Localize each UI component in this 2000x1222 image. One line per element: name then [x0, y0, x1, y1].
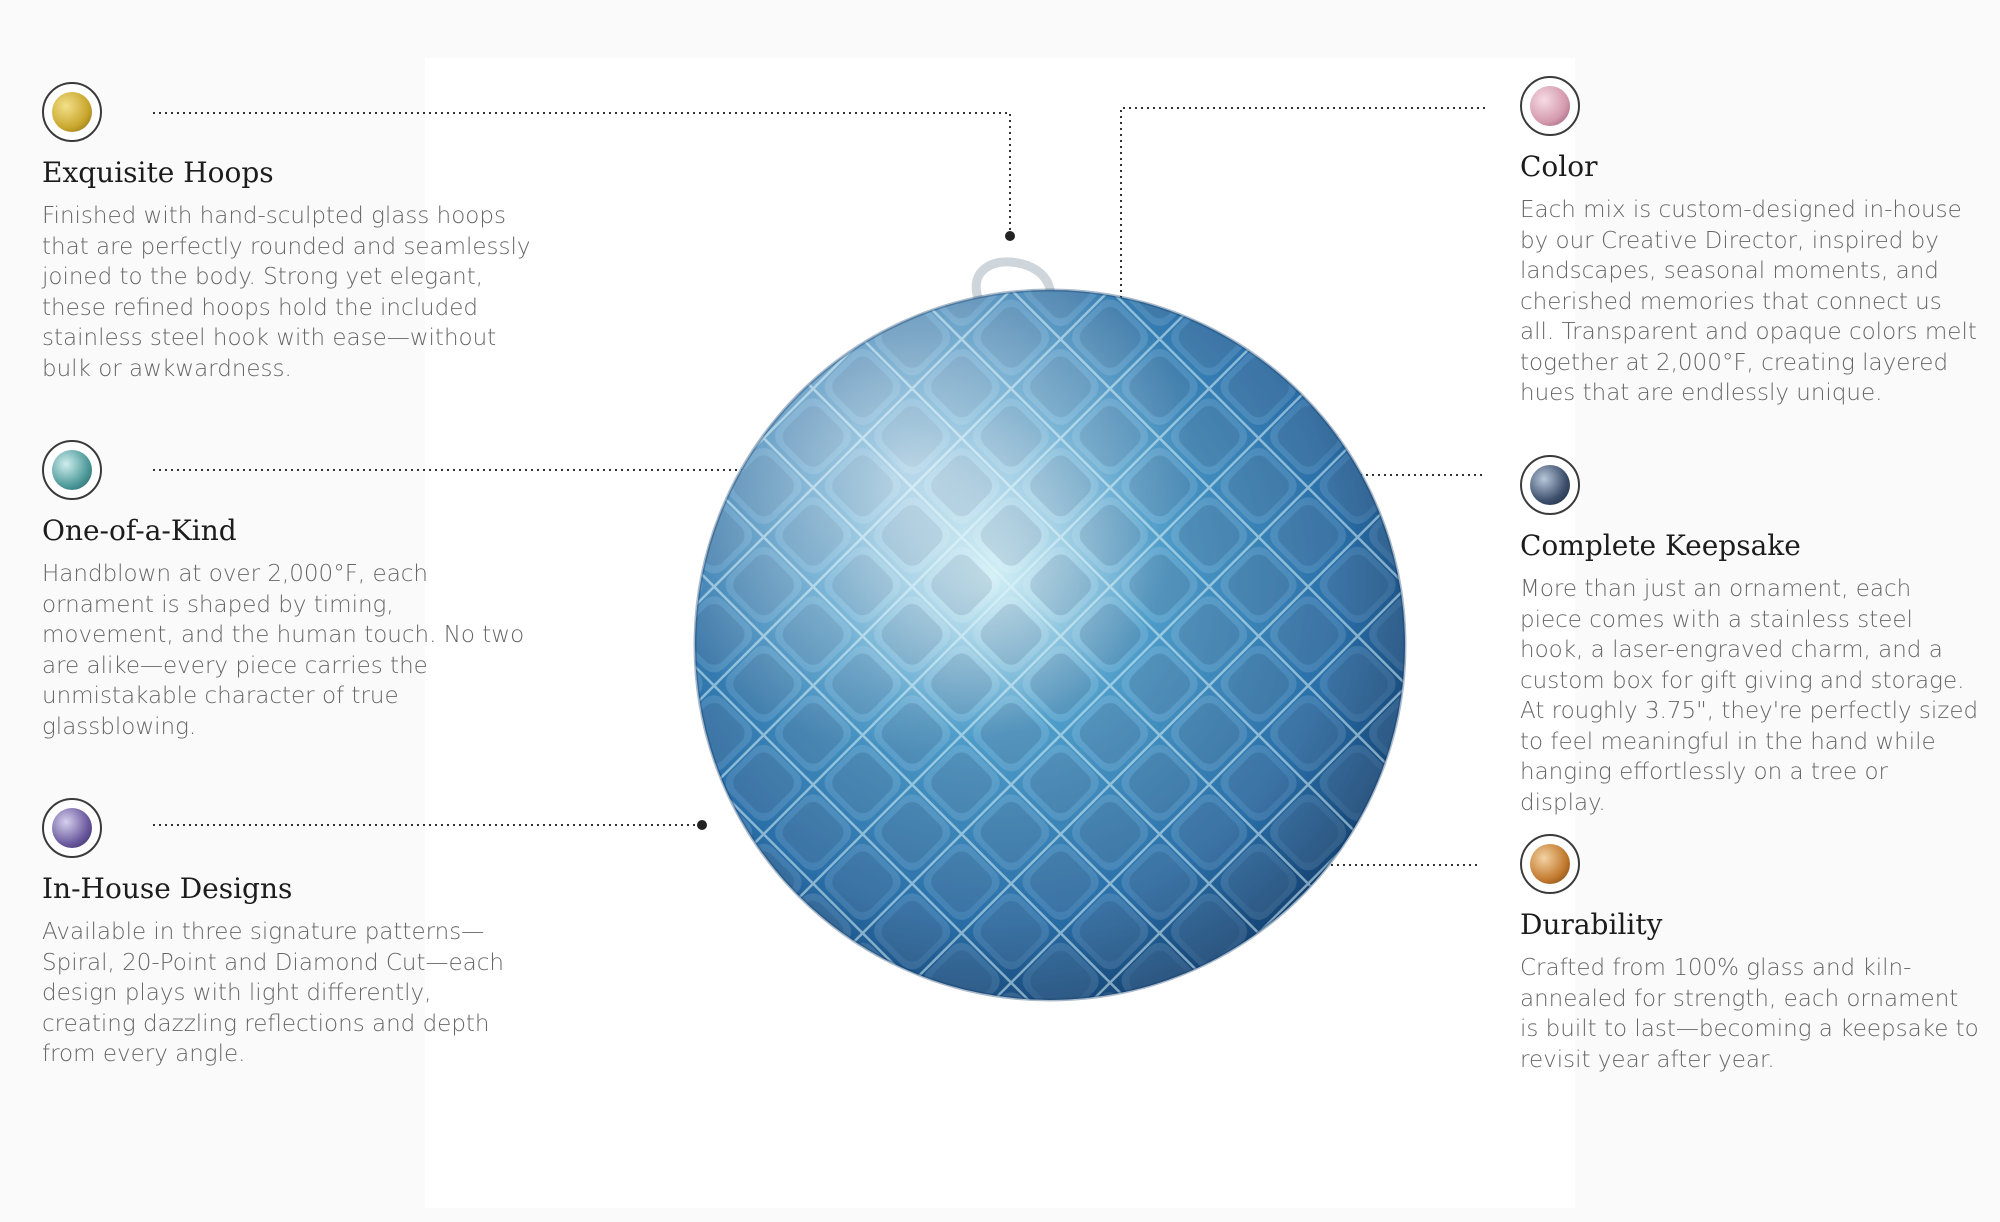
feature-description: Handblown at over 2,000°F, each ornament is shaped by timing, movement, and the human touch. No two are alike—every piece carries the unmistakable character of true glassblowing.	[42, 561, 525, 740]
thumb-orb	[1530, 844, 1570, 884]
feature-durability	[1520, 834, 2000, 1075]
purple-ornament-icon	[42, 798, 102, 858]
feature-title: In-House Designs	[42, 872, 293, 905]
feature-description: Available in three signature patterns—Spiral, 20-Point and Diamond Cut—each design plays with light differently, creating dazzling reflections and depth from every angle.	[42, 919, 504, 1067]
feature-description: Crafted from 100% glass and kiln-annealed for strength, each ornament is built to last—becoming a keepsake to revisit year after year.	[1520, 955, 1979, 1073]
feature-one-of-a-kind	[42, 440, 562, 742]
teal-ornament-icon	[42, 440, 102, 500]
feature-title: Exquisite Hoops	[42, 156, 274, 189]
feature-title: Color	[1520, 150, 1598, 183]
feature-description: Finished with hand-sculpted glass hoops that are perfectly rounded and seamlessly joined to the body. Strong yet elegant, these refined hoops hold the included stainless steel hook with ease—without bulk or awkwardness.	[42, 203, 531, 382]
feature-in-house-designs	[42, 798, 562, 1070]
thumb-orb	[1530, 465, 1570, 505]
amber-ornament-icon	[1520, 834, 1580, 894]
feature-color	[1520, 76, 2000, 409]
thumb-orb	[52, 450, 92, 490]
gold-ornament-icon	[42, 82, 102, 142]
pink-ornament-icon	[1520, 76, 1580, 136]
feature-exquisite-hoops	[42, 82, 562, 384]
navy-ornament-icon	[1520, 455, 1580, 515]
thumb-orb	[1530, 86, 1570, 126]
feature-description: Each mix is custom-designed in-house by our Creative Director, inspired by landscapes, seasonal moments, and cherished memories that connect us all. Transparent and opaque colors melt together at 2,000°F, creating layered hues that are endlessly unique.	[1520, 197, 1977, 406]
thumb-orb	[52, 92, 92, 132]
feature-title: Complete Keepsake	[1520, 529, 1801, 562]
feature-title: One-of-a-Kind	[42, 514, 237, 547]
feature-description: More than just an ornament, each piece comes with a stainless steel hook, a laser-engraved charm, and a custom box for gift giving and storage. At roughly 3.75", they're perfectly sized to feel meaningful in the hand while hanging effortlessly on a tree or display.	[1520, 576, 1979, 816]
feature-complete-keepsake	[1520, 455, 2000, 818]
thumb-orb	[52, 808, 92, 848]
feature-title: Durability	[1520, 908, 1663, 941]
